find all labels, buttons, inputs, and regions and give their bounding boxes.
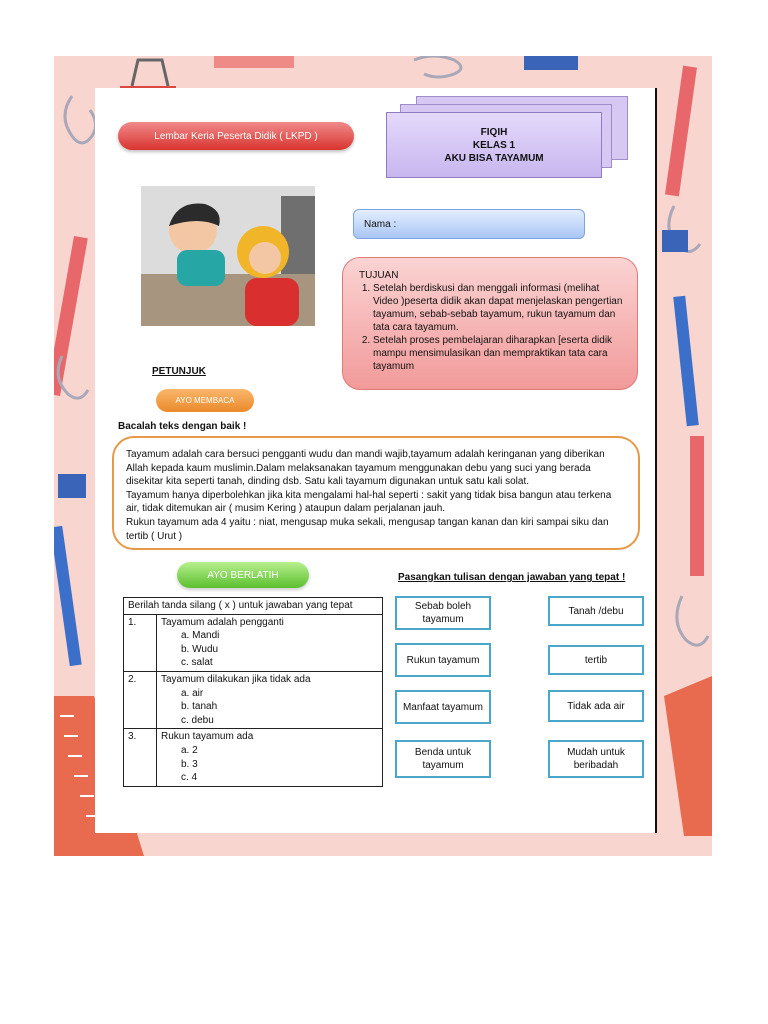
paperclip-icon	[677, 596, 708, 645]
table-row	[124, 729, 383, 786]
instructions-heading: PETUNJUK	[152, 366, 206, 377]
question-text: Tayamum adalah pengganti	[161, 616, 284, 628]
ayo-berlatih-label: AYO BERLATIH	[177, 562, 309, 588]
matching-left-item[interactable]: Sebab boleh tayamum	[395, 596, 491, 630]
title-line-class: KELAS 1	[472, 139, 516, 151]
question-number: 1.	[124, 614, 157, 671]
pencil-icon	[214, 56, 294, 68]
binder-clip-icon	[662, 230, 688, 252]
name-label: Nama :	[364, 218, 397, 230]
question-cell	[157, 614, 383, 671]
question-text: Tayamum dilakukan jika tidak ada	[161, 673, 311, 685]
matching-instruction: Pasangkan tulisan dengan jawaban yang tepat !	[398, 572, 626, 583]
objectives-list	[359, 282, 625, 373]
pen-icon	[54, 526, 82, 666]
reading-paragraph: Tayamum hanya diperbolehkan jika kita mengalami hal-hal seperti : sakit yang tidak bisa bangun atau terkena air, tidak ditemukan air ( musim Kering ) ataupun dalam perjalanan jauh.	[126, 489, 612, 515]
binder-clip-icon	[524, 56, 578, 70]
table-row	[124, 598, 383, 615]
ayo-membaca-label: AYO MEMBACA	[156, 389, 254, 412]
answer-option[interactable]: a. Mandi	[181, 630, 220, 642]
matching-right-item[interactable]: Mudah untuk beribadah	[548, 740, 644, 778]
pencil-icon	[665, 66, 697, 197]
pen-icon	[673, 296, 699, 427]
table-row	[124, 671, 383, 728]
matching-left-item[interactable]: Manfaat tayamum	[395, 690, 491, 724]
reading-paragraph: Tayamum adalah cara bersuci pengganti wudu dan mandi wajib,tayamum adalah keringanan yang diberikan Allah kepada kaum muslimin.Dalam melaksanakan tayamum menggunakan debu yang suci yang berada disekitar kita seperti tanah, dinding dsb. Satu kali tayamum digunakan untuk satu kali solat.	[126, 449, 605, 488]
matching-right-item[interactable]: tertib	[548, 645, 644, 675]
title-line-subject: FIQIH	[480, 126, 508, 138]
answer-option[interactable]: c. 4	[181, 772, 198, 784]
question-number: 2.	[124, 671, 157, 728]
answer-option[interactable]: c. debu	[181, 714, 214, 726]
objectives-box	[342, 257, 638, 390]
children-praying-image	[141, 186, 315, 326]
reading-paragraph: Rukun tayamum ada 4 yaitu : niat, mengusap muka sekali, mengusap tangan kanan dan kiri sampai siku dan tertib ( Urut )	[126, 516, 609, 542]
question-cell	[157, 671, 383, 728]
reading-text-box	[112, 436, 640, 550]
matching-left-item[interactable]: Rukun tayamum	[395, 643, 491, 677]
question-text: Rukun tayamum ada	[161, 731, 254, 743]
paperclip-icon	[414, 56, 461, 77]
paperclip-icon	[65, 96, 96, 143]
ruler-icon	[664, 676, 712, 836]
matching-right-item[interactable]: Tidak ada air	[548, 690, 644, 722]
objectives-heading: TUJUAN	[359, 270, 399, 281]
answer-option[interactable]: a. 2	[181, 744, 198, 756]
objective-item: 1. Setelah berdiskusi dan menggali informasi (melihat Video )peserta didik akan dapat menjelaskan pengertian tayamum, sebab-sebab tayamum, rukun tayamum dan tata cara tayamum.	[373, 282, 625, 334]
children-illustration	[141, 186, 315, 326]
question-cell	[157, 729, 383, 786]
quiz-instruction: Berilah tanda silang ( x ) untuk jawaban yang tepat	[124, 598, 383, 615]
answer-option[interactable]: b. 3	[181, 758, 198, 770]
title-card	[386, 112, 602, 178]
question-number: 3.	[124, 729, 157, 786]
answer-option[interactable]: c. salat	[181, 657, 213, 669]
reading-instruction: Bacalah teks dengan baik !	[118, 421, 247, 432]
matching-left-item[interactable]: Benda untuk tayamum	[395, 740, 491, 778]
lkpd-label: Lembar Keria Peserta Didik ( LKPD )	[118, 122, 354, 150]
matching-right-item[interactable]: Tanah /debu	[548, 596, 644, 626]
answer-option[interactable]: b. tanah	[181, 701, 218, 713]
objective-item: 2. Setelah proses pembelajaran diharapkan [eserta didik mampu mensimulasikan dan mempraktikan tata cara tayamum	[373, 334, 625, 373]
title-line-topic: AKU BISA TAYAMUM	[444, 152, 544, 164]
pencil-icon	[690, 436, 704, 576]
answer-option[interactable]: b. Wudu	[181, 643, 219, 655]
table-row	[124, 614, 383, 671]
name-field[interactable]	[353, 209, 585, 239]
answer-option[interactable]: a. air	[181, 687, 204, 699]
binder-clip-icon	[58, 474, 86, 498]
quiz-table	[123, 597, 383, 787]
